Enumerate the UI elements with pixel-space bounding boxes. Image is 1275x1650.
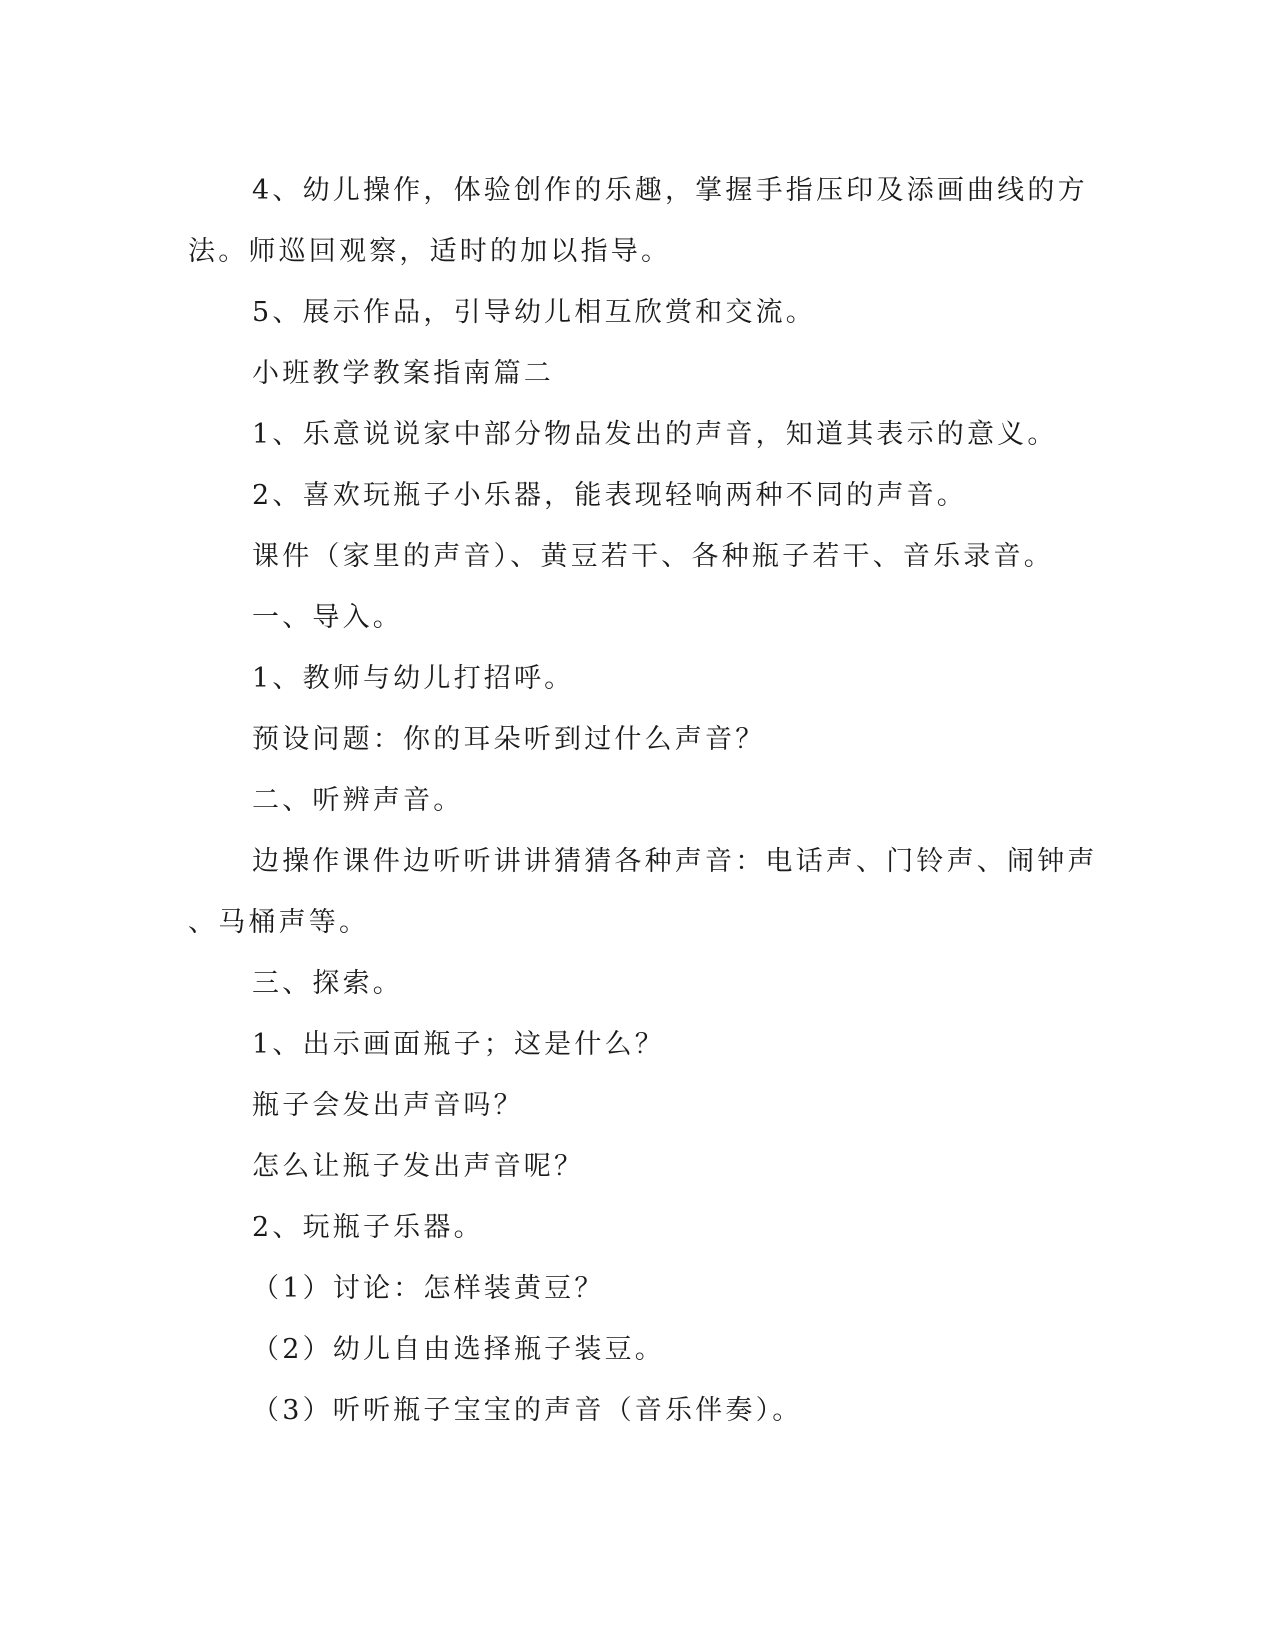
part-1-step-1: 1、教师与幼儿打招呼。 [252,663,575,694]
substep-3: （3）听听瓶子宝宝的声音（音乐伴奏）。 [252,1395,803,1426]
substep-1: （1）讨论：怎样装黄豆？ [252,1273,605,1304]
question-how: 怎么让瓶子发出声音呢？ [252,1151,585,1182]
part-2-activity [188,831,1098,953]
paragraph-step-4-line-2: 法。师巡回观察，适时的加以指导。 [188,236,672,267]
document-body [188,160,1098,1441]
part-1-heading: 一、导入。 [252,602,403,633]
paragraph-step-5: 5、展示作品，引导幼儿相互欣赏和交流。 [252,297,816,328]
preset-question: 预设问题：你的耳朵听到过什么声音？ [252,724,766,755]
part-2-heading: 二、听辨声音。 [252,785,464,816]
part-3-step-1: 1、出示画面瓶子；这是什么？ [252,1029,665,1060]
goal-2: 2、喜欢玩瓶子小乐器，能表现轻响两种不同的声音。 [252,480,967,511]
paragraph-step-4-line-1: 4、幼儿操作，体验创作的乐趣，掌握手指压印及添画曲线的方 [252,175,1088,206]
part-2-activity-line-2: 、马桶声等。 [188,907,370,938]
goal-1: 1、乐意说说家中部分物品发出的声音，知道其表示的意义。 [252,419,1058,450]
substep-2: （2）幼儿自由选择瓶子装豆。 [252,1334,665,1365]
question-sound: 瓶子会发出声音吗？ [252,1090,524,1121]
section-heading: 小班教学教案指南篇二 [252,358,554,389]
part-3-heading: 三、探索。 [252,968,403,999]
paragraph-step-4 [188,160,1088,282]
part-2-activity-line-1: 边操作课件边听听讲讲猜猜各种声音：电话声、门铃声、闹钟声 [252,846,1098,877]
part-3-step-2: 2、玩瓶子乐器。 [252,1212,484,1243]
materials-line: 课件（家里的声音）、黄豆若干、各种瓶子若干、音乐录音。 [252,541,1054,572]
